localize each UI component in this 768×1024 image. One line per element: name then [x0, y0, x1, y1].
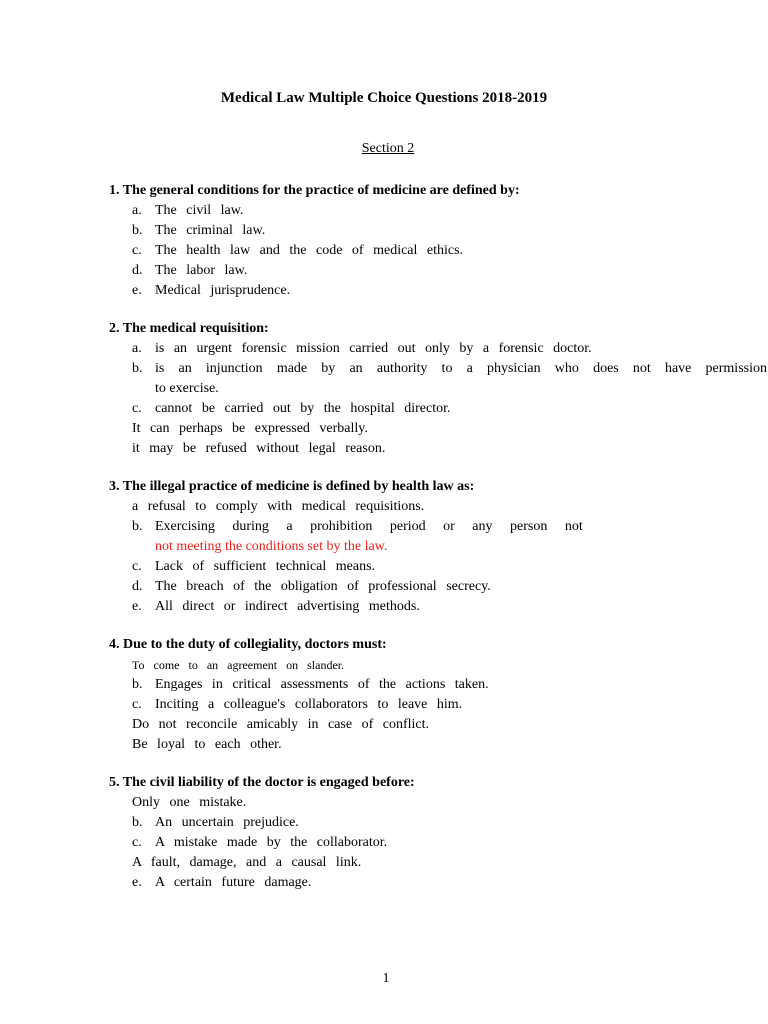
option-letter: d. [132, 579, 143, 594]
option-e [109, 873, 767, 893]
section-heading: Section 2 [361, 141, 415, 156]
option-text: The breach of the obligation of professional secrecy. [155, 579, 491, 594]
question-text: The illegal practice of medicine is defined by health law as: [122, 479, 475, 494]
question-text: The civil liability of the doctor is engaged before: [122, 775, 415, 790]
question-number: 3. [109, 479, 120, 494]
option-b [109, 221, 767, 241]
question-text: The medical requisition: [122, 321, 269, 336]
option-b-continuation: not meeting the conditions set by the law. [155, 539, 388, 554]
option-text: Do not reconcile amicably in case of conflict. [132, 717, 430, 732]
option-b-continuation: to exercise. [155, 381, 219, 396]
option-text: To come to an agreement on slander. [132, 658, 345, 672]
option-letter: d. [132, 263, 143, 278]
question-heading [109, 477, 767, 497]
option-text: The civil law. [155, 203, 244, 218]
option-letter: e. [132, 875, 142, 890]
option-letter: b. [132, 677, 143, 692]
option-letter: c. [132, 243, 142, 258]
option-text: a refusal to comply with medical requisitions. [132, 499, 425, 514]
question-2 [109, 319, 767, 459]
question-3 [109, 477, 767, 617]
option-text: it may be refused without legal reason. [132, 441, 386, 456]
option-text: A mistake made by the collaborator. [155, 835, 388, 850]
option-d [109, 853, 767, 873]
option-text: Be loyal to each other. [132, 737, 282, 752]
questions-list [109, 181, 767, 911]
option-text: The criminal law. [155, 223, 266, 238]
option-letter: a. [132, 203, 142, 218]
option-c [109, 695, 767, 715]
question-5 [109, 773, 767, 893]
option-letter: e. [132, 599, 142, 614]
option-text: Only one mistake. [132, 795, 247, 810]
option-c [109, 557, 767, 577]
option-d [109, 419, 767, 439]
option-letter: c. [132, 559, 142, 574]
option-e [109, 597, 767, 617]
question-number: 1. [109, 183, 120, 198]
question-4 [109, 635, 767, 755]
option-d [109, 715, 767, 735]
option-text: Medical jurisprudence. [155, 283, 291, 298]
page-number: 1 [382, 971, 390, 986]
option-text: It can perhaps be expressed verbally. [132, 421, 368, 436]
option-text: A certain future damage. [155, 875, 312, 890]
option-letter: b. [132, 519, 143, 534]
option-e [109, 439, 767, 459]
question-heading [109, 635, 767, 655]
question-number: 4. [109, 637, 120, 652]
option-letter: b. [132, 223, 143, 238]
option-d [109, 577, 767, 597]
option-letter: a. [132, 341, 142, 356]
option-letter: e. [132, 283, 142, 298]
option-b [109, 813, 767, 833]
option-a [109, 655, 767, 675]
option-text: The labor law. [155, 263, 248, 278]
option-letter: c. [132, 401, 142, 416]
option-b [109, 359, 767, 379]
option-text: All direct or indirect advertising methods. [155, 599, 420, 614]
document-title: Medical Law Multiple Choice Questions 2018-2019 [220, 90, 548, 106]
option-a [109, 793, 767, 813]
option-d [109, 261, 767, 281]
question-number: 5. [109, 775, 120, 790]
option-text: cannot be carried out by the hospital director. [155, 401, 451, 416]
option-letter: b. [132, 361, 143, 376]
option-text: A fault, damage, and a causal link. [132, 855, 362, 870]
option-text: An uncertain prejudice. [155, 815, 299, 830]
question-text: The general conditions for the practice of medicine are defined by: [122, 183, 520, 198]
option-text: Engages in critical assessments of the actions taken. [155, 677, 489, 692]
option-letter: c. [132, 835, 142, 850]
option-a [109, 201, 767, 221]
option-c [109, 399, 767, 419]
question-heading [109, 773, 767, 793]
option-c [109, 833, 767, 853]
option-text: is an urgent forensic mission carried out only by a forensic doctor. [155, 341, 592, 356]
question-number: 2. [109, 321, 120, 336]
question-1 [109, 181, 767, 301]
option-b [109, 675, 767, 695]
option-text: Exercising during a prohibition period or any person not [155, 519, 583, 534]
question-heading [109, 319, 767, 339]
option-text: Inciting a colleague's collaborators to leave him. [155, 697, 463, 712]
option-text: Lack of sufficient technical means. [155, 559, 376, 574]
option-e [109, 281, 767, 301]
option-a [109, 497, 767, 517]
option-letter: c. [132, 697, 142, 712]
option-e [109, 735, 767, 755]
option-c [109, 241, 767, 261]
option-text: The health law and the code of medical ethics. [155, 243, 464, 258]
option-b [109, 517, 767, 537]
option-letter: b. [132, 815, 143, 830]
option-text: is an injunction made by an authority to a physician who does not have permission [155, 361, 767, 376]
question-text: Due to the duty of collegiality, doctors must: [123, 637, 387, 652]
question-heading [109, 181, 767, 201]
option-a [109, 339, 767, 359]
